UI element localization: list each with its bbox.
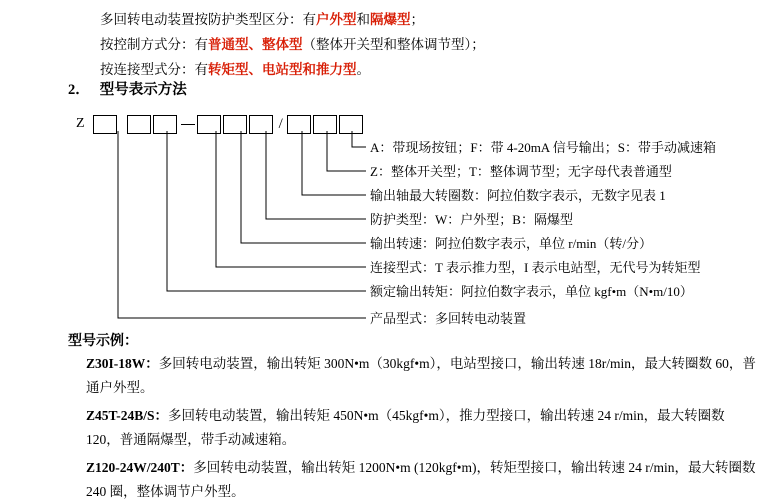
example-2-code: Z45T-24B/S：	[86, 408, 169, 423]
paragraph-2-seg-1: 普通型、整体型	[208, 37, 303, 52]
model-code-diagram	[76, 112, 365, 136]
legend-item-8: 产品型式：多回转电动装置	[370, 311, 527, 326]
section-number: 2．	[68, 82, 90, 98]
code-separator-slash: /	[278, 115, 283, 132]
paragraph-3-seg-0: 按连接型式分：有	[100, 62, 208, 77]
example-3-text: 多回转电动装置，输出转矩 1200N•m (120kgf•m)，转矩型接口，输出转速 24 r/min，最大转圈数 240 圈，整体调节户外型。	[86, 460, 756, 499]
paragraph-2-seg-2: （整体开关型和整体调节型）；	[302, 37, 485, 52]
code-box-9	[339, 115, 363, 134]
paragraph-3-seg-2: 。	[356, 62, 370, 77]
paragraph-protection-types	[100, 10, 424, 30]
paragraph-3-seg-1: 转矩型、电站型和推力型	[208, 62, 357, 77]
example-2-text: 多回转电动装置，输出转矩 450N•m（45kgf•m），推力型接口，输出转速 24 r/min，最大转圈数 120，普通隔爆型，带手动减速箱。	[86, 408, 725, 447]
legend-item-5: 输出转速：阿拉伯数字表示，单位 r/min（转/分）	[370, 236, 653, 251]
example-1-code: Z30I-18W：	[86, 356, 159, 371]
code-box-4	[197, 115, 221, 134]
legend-item-2: Z：整体开关型；T：整体调节型；无字母代表普通型	[370, 164, 672, 179]
paragraph-connection-types	[100, 60, 370, 80]
paragraph-2-seg-0: 按控制方式分：有	[100, 37, 208, 52]
code-box-7	[287, 115, 311, 134]
paragraph-1-seg-3: 隔爆型	[370, 12, 411, 27]
section-heading	[68, 78, 187, 99]
legend-item-3: 输出轴最大转圈数：阿拉伯数字表示，无数字见表 1	[370, 188, 666, 203]
code-separator-dash	[181, 124, 195, 125]
example-item-2	[86, 404, 758, 452]
paragraph-1-seg-0: 多回转电动装置按防护类型区分：有	[100, 12, 316, 27]
paragraph-1-seg-1: 户外型	[316, 12, 357, 27]
paragraph-1-seg-4: ；	[410, 12, 424, 27]
example-item-3	[86, 456, 758, 504]
example-item-1	[86, 352, 758, 400]
code-prefix-letter: Z	[76, 116, 85, 131]
legend-item-1: A：带现场按钮；F：带 4-20mA 信号输出；S：带手动减速箱	[370, 140, 716, 155]
paragraph-control-types	[100, 35, 485, 55]
paragraph-1-seg-2: 和	[356, 12, 370, 27]
example-1-text: 多回转电动装置，输出转矩 300N•m（30kgf•m），电站型接口，输出转速 18r/min，最大转圈数 60，普通户外型。	[86, 356, 756, 395]
legend-item-6: 连接型式：T 表示推力型，I 表示电站型，无代号为转矩型	[370, 260, 701, 275]
code-box-2	[127, 115, 151, 134]
code-box-1	[93, 115, 117, 134]
section-title: 型号表示方法	[99, 82, 187, 98]
legend-item-7: 额定输出转矩：阿拉伯数字表示，单位 kgf•m（N•m/10）	[370, 284, 693, 299]
examples-title: 型号示例：	[68, 332, 138, 348]
code-box-3	[153, 115, 177, 134]
legend-item-4: 防护类型：W：户外型；B：隔爆型	[370, 212, 573, 227]
code-box-5	[223, 115, 247, 134]
example-3-code: Z120-24W/240T：	[86, 460, 194, 475]
code-box-8	[313, 115, 337, 134]
code-box-6	[249, 115, 273, 134]
